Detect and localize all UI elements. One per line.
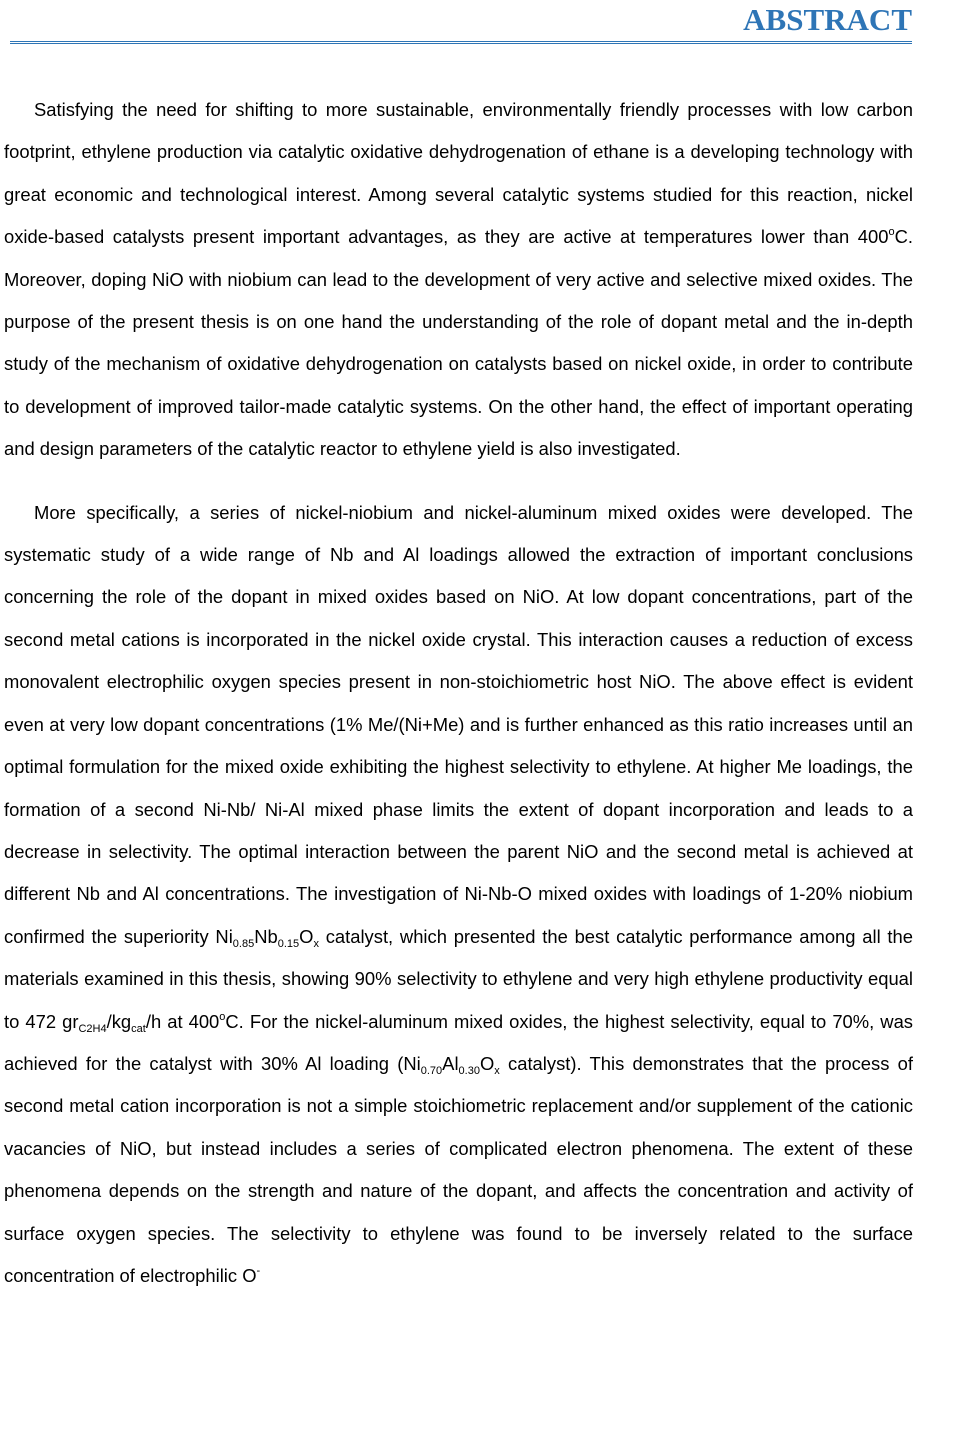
text-run: /h at 400 (145, 1010, 220, 1032)
subscript: x (313, 937, 319, 950)
subscript: x (494, 1064, 500, 1077)
text-run: O (299, 925, 314, 947)
subscript: 0.15 (277, 937, 300, 950)
superscript: o (219, 1010, 226, 1023)
abstract-paragraph-2 (4, 492, 913, 1298)
subscript: C2H4 (78, 1022, 107, 1035)
superscript: o (888, 226, 895, 239)
title-rule (10, 41, 912, 44)
page-header (0, 0, 960, 48)
text-run: C. Moreover, doping NiO with niobium can lead to the development of very active and selective mixed oxides. The purpose of the present thesis is on one hand the understanding of the role of dopant metal and the in-depth study of the mechanism of oxidative dehydrogenation on catalysts based on nickel oxide, in order to contribute to development of improved tailor-made catalytic systems. On the other hand, the effect of important operating and design parameters of the catalytic reactor to ethylene yield is also investigated. (4, 226, 913, 460)
text-run: /kg (106, 1010, 132, 1032)
text-run: More specifically, a series of nickel-niobium and nickel-aluminum mixed oxides were developed. The systematic study of a wide range of Nb and Al loadings allowed the extraction of important conclusions concerning the role of the dopant in mixed oxides based on NiO. At low dopant concentrations, part of the second metal cations is incorporated in the nickel oxide crystal. This interaction causes a reduction of excess monovalent electrophilic oxygen species present in non-stoichiometric host NiO. The above effect is evident even at very low dopant concentrations (1% Me/(Ni+Me) and is further enhanced as this ratio increases until an optimal formulation for the mixed oxide exhibiting the highest selectivity to ethylene. At higher Me loadings, the formation of a second Ni-Nb/ Ni-Al mixed phase limits the extent of dopant incorporation and leads to a decrease in selectivity. The optimal interaction between the parent NiO and the second metal is achieved at different Nb and Al concentrations. The investigation of Ni-Nb-O mixed oxides with loadings of 1-20% niobium confirmed the superiority Ni (4, 501, 913, 947)
text-run: catalyst, which presented the best catalytic performance among all the materials examined in this thesis, showing 90% selectivity to ethylene and very high ethylene productivity equal to 472 gr (4, 925, 913, 1032)
abstract-body (4, 89, 913, 1297)
text-run: catalyst). This demonstrates that the process of second metal cation incorporation is not a simple stoichiometric replacement and/or supplement of the cationic vacancies of NiO, but instead includes a series of complicated electron phenomena. The extent of these phenomena depends on the strength and nature of the dopant, and affects the concentration and activity of surface oxygen species. The selectivity to ethylene was found to be inversely related to the surface concentration of electrophilic O (4, 1052, 913, 1286)
text-run: Satisfying the need for shifting to more sustainable, environmentally friendly processes with low carbon footprint, ethylene production via catalytic oxidative dehydrogenation of ethane is a developing technology with great economic and technological interest. Among several catalytic systems studied for this reaction, nickel oxide-based catalysts present important advantages, as they are active at temperatures lower than 400 (4, 99, 913, 248)
text-run: Al (442, 1052, 459, 1074)
superscript: - (256, 1264, 261, 1277)
subscript: 0.30 (458, 1064, 480, 1077)
text-run: O (479, 1052, 495, 1074)
subscript: 0.85 (232, 937, 255, 950)
text-run: C. For the nickel-aluminum mixed oxides, the highest selectivity, equal to 70%, was achieved for the catalyst with 30% Al loading (Ni (4, 1010, 913, 1074)
subscript: cat (131, 1022, 146, 1035)
abstract-paragraph-1 (4, 89, 913, 471)
subscript: 0.70 (420, 1064, 443, 1077)
text-run: Nb (254, 925, 278, 947)
page-title: ABSTRACT (743, 2, 912, 37)
